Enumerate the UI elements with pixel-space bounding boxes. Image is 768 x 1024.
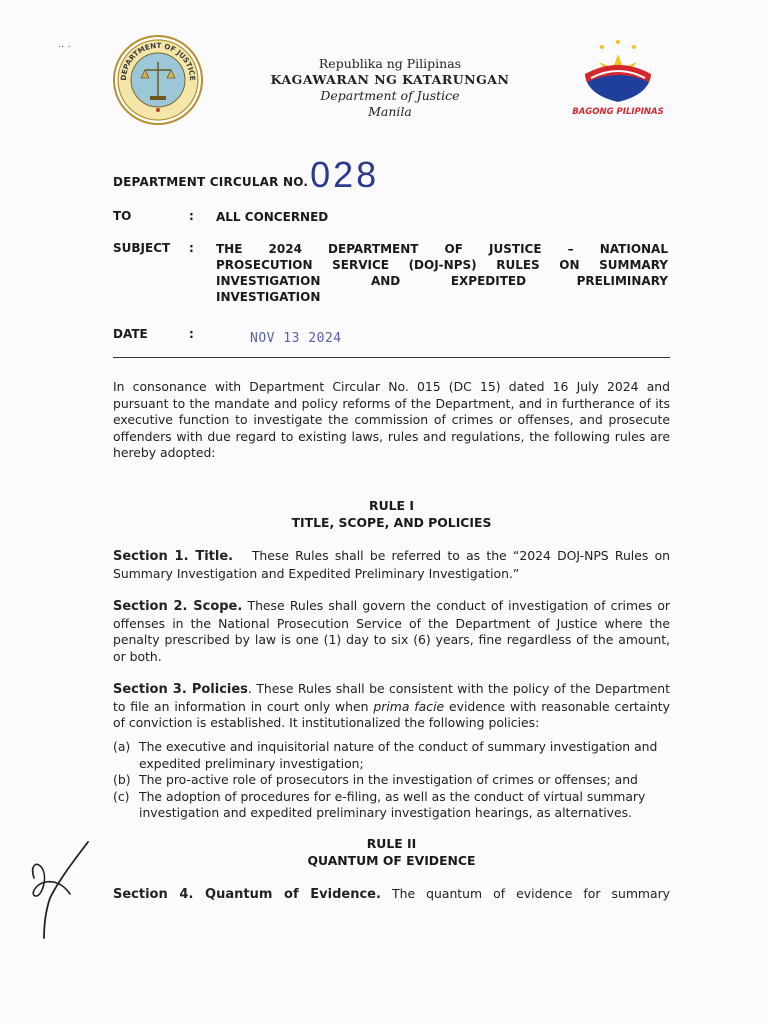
rule-2-title: RULE II xyxy=(366,836,417,851)
section-1-text: These Rules shall be referred to as the “2024 DOJ-NPS Rules on Summary Investigation and Expedited Preliminary Investigation.” xyxy=(113,548,670,581)
circular-number: 028 xyxy=(310,154,380,195)
list-marker: (c) xyxy=(113,788,130,804)
subject-value xyxy=(216,241,668,305)
letterhead-department-tagalog: KAGAWARAN NG KATARUNGAN xyxy=(270,72,510,87)
rule-1-heading xyxy=(113,498,670,531)
section-1 xyxy=(113,548,670,582)
rule-2-subtitle: QUANTUM OF EVIDENCE xyxy=(307,852,476,868)
rule-2-heading xyxy=(113,836,670,869)
bagong-pilipinas-logo xyxy=(568,38,668,122)
rule-1-title: RULE I xyxy=(369,498,414,513)
section-2-heading: Section 2. Scope. xyxy=(113,599,243,614)
letterhead xyxy=(240,56,540,120)
doj-seal-logo xyxy=(112,34,204,126)
list-marker: (a) xyxy=(113,739,131,754)
circular-number-line xyxy=(113,154,380,195)
to-label: TO xyxy=(113,209,132,223)
subject-line-3: INVESTIGATION AND EXPEDITED PRELIMINARY xyxy=(216,274,668,288)
section-2 xyxy=(113,598,670,665)
date-stamp: NOV 13 2024 xyxy=(250,331,342,346)
subject-line-4: INVESTIGATION xyxy=(216,290,321,304)
handwritten-initial-signature xyxy=(26,838,96,942)
subject-label: SUBJECT xyxy=(113,241,171,255)
scan-mark: ·· · xyxy=(58,42,71,53)
subject-colon: : xyxy=(189,241,194,255)
letterhead-department-english: Department of Justice xyxy=(320,88,460,103)
section-4-text: The quantum of evidence for summary xyxy=(392,886,670,901)
svg-text:DEPARTMENT OF JUSTICE: DEPARTMENT OF JUSTICE xyxy=(118,40,198,81)
subject-line-2: PROSECUTION SERVICE (DOJ-NPS) RULES ON SUMMARY xyxy=(216,258,668,272)
to-value: ALL CONCERNED xyxy=(216,210,329,224)
list-item xyxy=(113,739,670,772)
subject-line-1: THE 2024 DEPARTMENT OF JUSTICE – NATIONAL xyxy=(216,242,668,256)
section-4-heading: Section 4. Quantum of Evidence. xyxy=(113,887,381,902)
list-marker: (b) xyxy=(113,772,131,788)
section-3 xyxy=(113,681,670,732)
letterhead-city: Manila xyxy=(368,104,412,119)
intro-paragraph: In consonance with Department Circular No. 015 (DC 15) dated 16 July 2024 and pursuant to the mandate and policy reforms of the Department, and in furtherance of its executive function to investigate the commission of crimes or offenses, and prosecute offenders with due regard to existing laws, rules and regulations, the following rules are hereby adopted: xyxy=(113,379,670,461)
rule-1-subtitle: TITLE, SCOPE, AND POLICIES xyxy=(291,514,492,530)
list-text: The executive and inquisitorial nature of the conduct of summary investigation and expedited preliminary investigation; xyxy=(139,739,658,771)
circular-label: DEPARTMENT CIRCULAR NO. xyxy=(113,175,309,189)
date-colon: : xyxy=(189,327,194,341)
header-divider xyxy=(113,357,670,358)
date-label: DATE xyxy=(113,327,148,341)
letterhead-country: Republika ng Pilipinas xyxy=(318,56,462,71)
section-1-heading: Section 1. Title. xyxy=(113,549,234,564)
list-item xyxy=(113,772,670,789)
to-colon: : xyxy=(189,209,194,223)
section-3-text-b: evidence with reasonable certainty of conviction is established. It institutionalized the following policies: xyxy=(113,698,670,731)
policy-list xyxy=(113,739,670,822)
section-4 xyxy=(113,886,670,904)
list-text: The adoption of procedures for e-filing, as well as the conduct of virtual summary investigation and expedited preliminary investigation hearings, as alternatives. xyxy=(139,788,646,821)
list-text: The pro-active role of prosecutors in the investigation of crimes or offenses; and xyxy=(139,772,638,788)
bagong-pilipinas-text: BAGONG PILIPINAS xyxy=(572,107,664,117)
section-3-text-em: prima facie xyxy=(373,698,445,714)
section-3-text-a: . These Rules shall be consistent with the policy of the Department to file an information in court only when xyxy=(113,681,670,714)
list-item xyxy=(113,789,670,822)
section-2-text: These Rules shall govern the conduct of investigation of crimes or offenses in the National Prosecution Service of the Department of Justice where the penalty prescribed by law is one (1) day to six (6) years, fine regardless of the amount, or both. xyxy=(113,598,670,664)
section-3-heading: Section 3. Policies xyxy=(113,682,248,697)
